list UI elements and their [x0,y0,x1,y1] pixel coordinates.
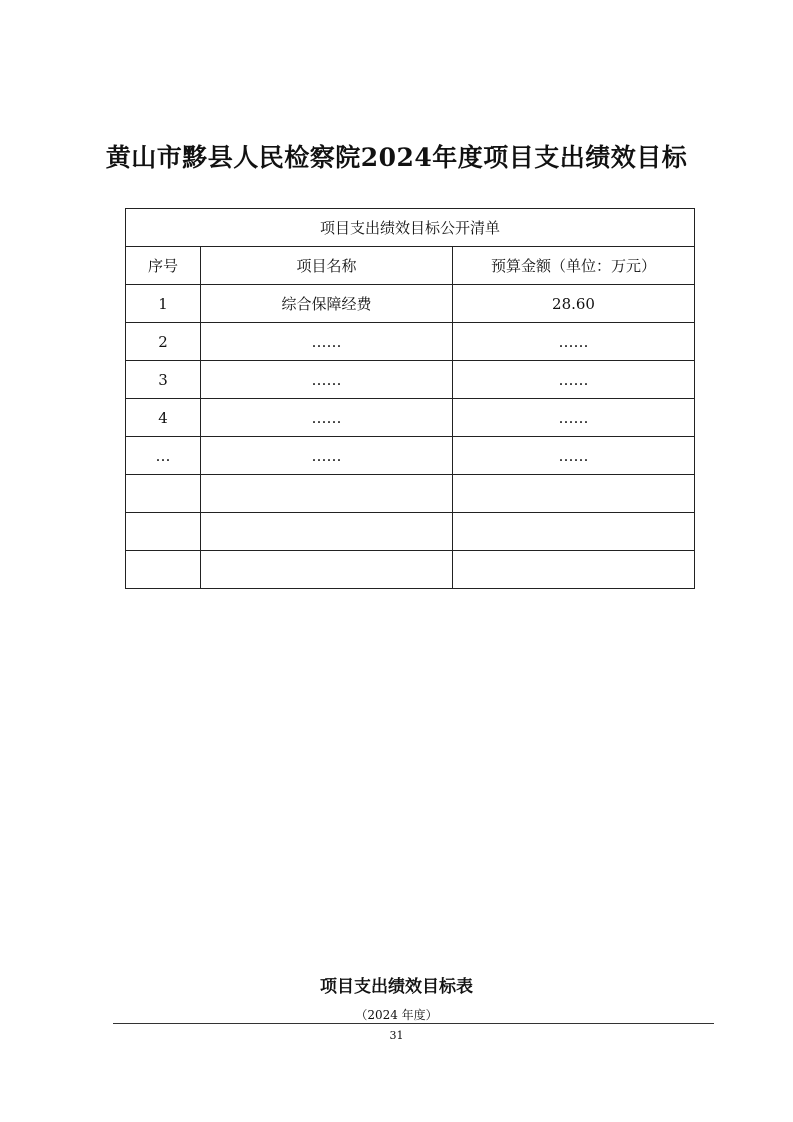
row-budget: …… [453,437,695,475]
table-row [126,361,695,399]
row-project-name: …… [201,361,453,399]
row-budget: …… [453,323,695,361]
document-title: 黄山市黟县人民检察院2024年度项目支出绩效目标 [105,143,688,172]
row-project-name: …… [201,399,453,437]
row-no [126,551,201,589]
row-project-name: …… [201,323,453,361]
row-budget: 28.60 [453,285,695,323]
project-list-table [125,208,695,589]
row-project-name: 综合保障经费 [201,285,453,323]
header-budget: 预算金额（单位：万元） [453,247,695,285]
row-project-name [201,475,453,513]
table-row [126,323,695,361]
row-no: 3 [126,361,201,399]
table-row [126,437,695,475]
row-no: 1 [126,285,201,323]
row-budget [453,513,695,551]
table-row [126,475,695,513]
table-caption-row [126,209,695,247]
table-row [126,285,695,323]
row-project-name [201,551,453,589]
section-subtitle: （2024 年度） [355,1008,438,1022]
row-project-name: …… [201,437,453,475]
header-no: 序号 [126,247,201,285]
table-row [126,399,695,437]
row-no: … [126,437,201,475]
table-row [126,551,695,589]
row-no [126,513,201,551]
table-caption: 项目支出绩效目标公开清单 [126,209,695,247]
row-no: 4 [126,399,201,437]
header-project-name: 项目名称 [201,247,453,285]
table-row [126,513,695,551]
row-budget [453,475,695,513]
table-header-row [126,247,695,285]
row-budget: …… [453,361,695,399]
footer-divider [113,1023,714,1024]
row-project-name [201,513,453,551]
page-number: 31 [389,1029,404,1042]
section-title: 项目支出绩效目标表 [320,977,473,997]
row-no [126,475,201,513]
row-budget: …… [453,399,695,437]
row-no: 2 [126,323,201,361]
row-budget [453,551,695,589]
